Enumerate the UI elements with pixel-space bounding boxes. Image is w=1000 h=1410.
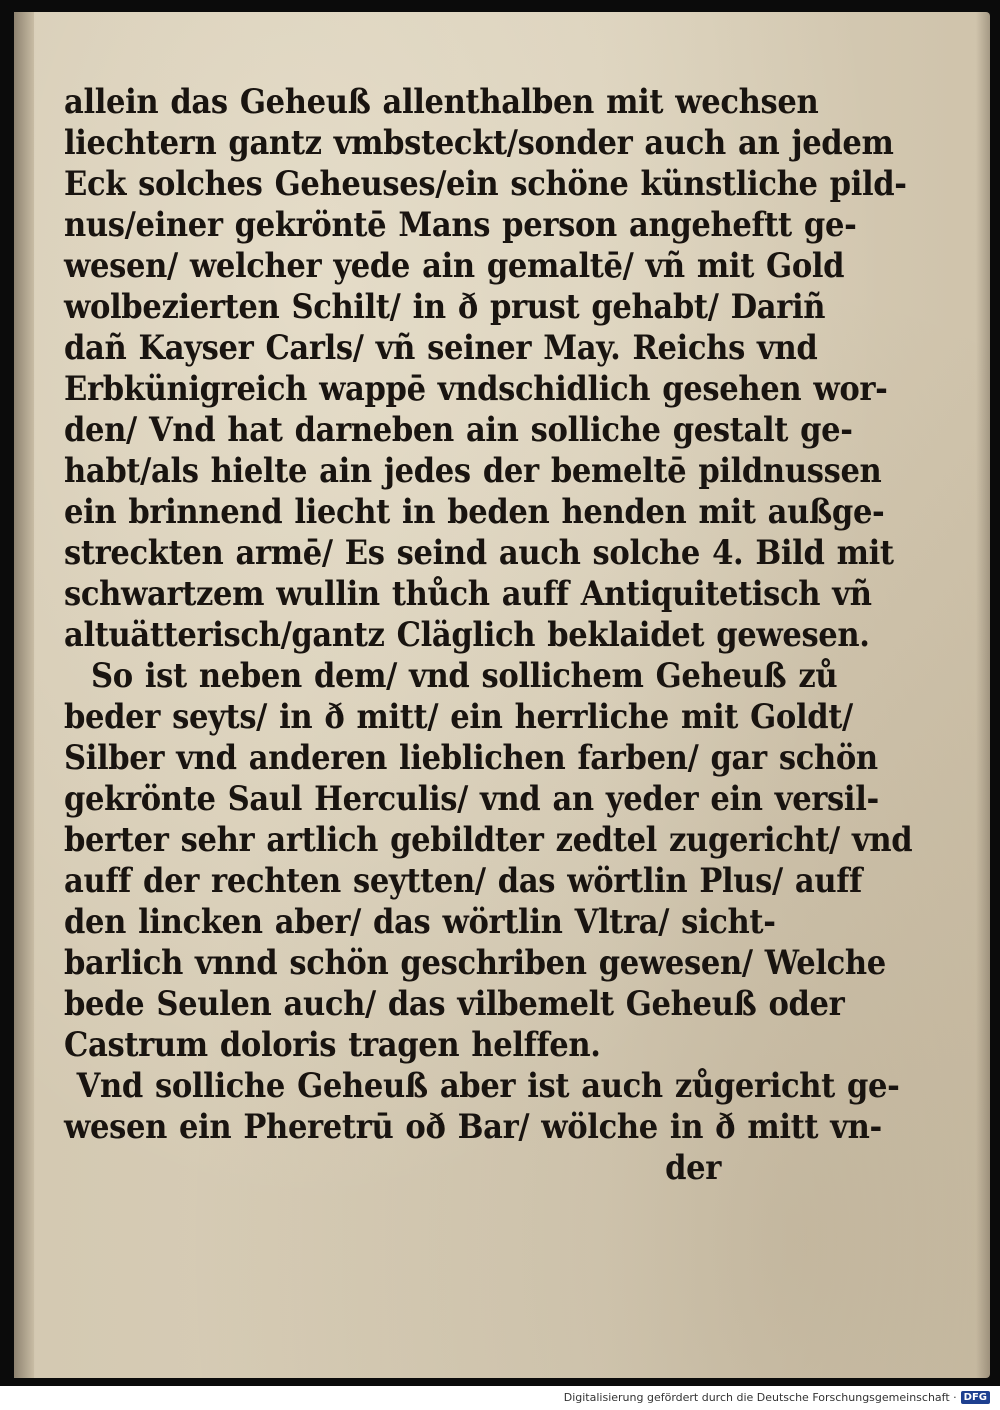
text-line: berter sehr artlich gebildter zedtel zugericht/ vnd <box>64 820 913 860</box>
paragraph-start-line: So ist neben dem/ vnd sollichem Geheuß zů <box>91 656 838 696</box>
text-line: den/ Vnd hat darneben ain solliche gestalt ge- <box>64 410 853 450</box>
text-line: schwartzem wullin thůch auff Antiquitetisch vñ <box>64 574 872 614</box>
book-page <box>14 12 990 1378</box>
page-binding <box>14 12 34 1378</box>
text-line: Erbkünigreich wappē vndschidlich gesehen wor- <box>64 369 888 409</box>
text-line: dañ Kayser Carls/ vñ seiner May. Reichs vnd <box>64 328 818 368</box>
text-line: liechtern gantz vmbsteckt/sonder auch an jedem <box>64 123 894 163</box>
text-line: nus/einer gekröntē Mans person angeheftt ge- <box>64 205 857 245</box>
text-line: wesen ein Pheretrū oð Bar/ wölche in ð mitt vn- <box>64 1107 882 1147</box>
text-line: barlich vnnd schön geschriben gewesen/ Welche <box>64 943 886 983</box>
catchword: der <box>665 1148 721 1188</box>
paragraph-start-line: Vnd solliche Geheuß aber ist auch zůgericht ge- <box>76 1066 900 1106</box>
text-line: Castrum doloris tragen helffen. <box>64 1025 601 1065</box>
text-line: wesen/ welcher yede ain gemaltē/ vñ mit Gold <box>64 246 845 286</box>
text-line: habt/als hielte ain jedes der bemeltē pildnussen <box>64 451 882 491</box>
text-line: den lincken aber/ das wörtlin Vltra/ sicht- <box>64 902 776 942</box>
text-line: bede Seulen auch/ das vilbemelt Geheuß oder <box>64 984 845 1024</box>
text-line: wolbezierten Schilt/ in ð prust gehabt/ Dariñ <box>64 287 826 327</box>
text-line: altuätterisch/gantz Cläglich beklaidet gewesen. <box>64 615 870 655</box>
text-line: auff der rechten seytten/ das wörtlin Plus/ auff <box>64 861 862 901</box>
text-line: beder seyts/ in ð mitt/ ein herrliche mit Goldt/ <box>64 697 853 737</box>
text-line: ein brinnend liecht in beden henden mit außge- <box>64 492 885 532</box>
digitization-credit <box>564 1391 990 1404</box>
text-line: streckten armē/ Es seind auch solche 4. Bild mit <box>64 533 894 573</box>
page-edge-shadow <box>976 12 990 1378</box>
text-line: Silber vnd anderen lieblichen farben/ gar schön <box>64 738 878 778</box>
page-text-block <box>64 82 913 1189</box>
dfg-logo: DFG <box>961 1391 990 1404</box>
text-line: Eck solches Geheuses/ein schöne künstliche pild- <box>64 164 907 204</box>
credit-text: Digitalisierung gefördert durch die Deutsche Forschungsgemeinschaft · <box>563 1391 957 1404</box>
text-line: gekrönte Saul Herculis/ vnd an yeder ein versil- <box>64 779 879 819</box>
text-line: allein das Geheuß allenthalben mit wechsen <box>64 82 819 122</box>
